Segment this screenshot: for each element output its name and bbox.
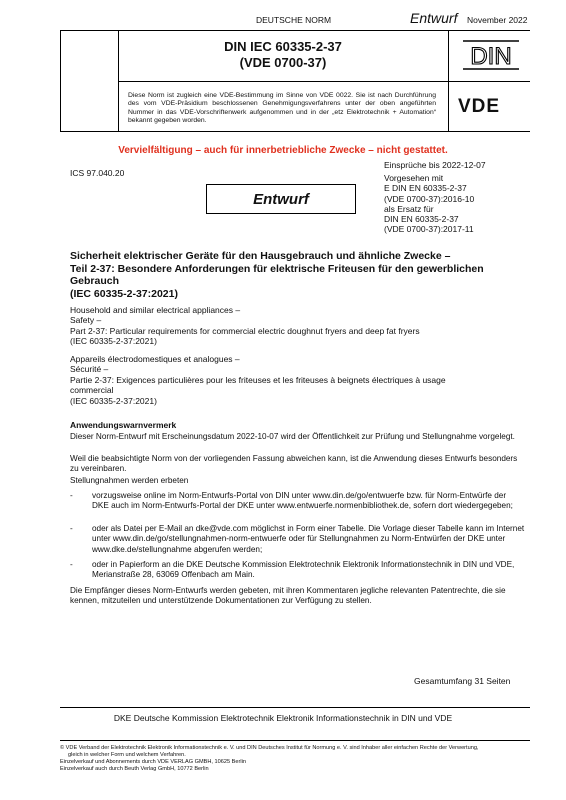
list-item [70, 524, 525, 555]
title-line: Partie 2-37: Exigences particulières pour les friteuses et les friteuses à beignets électriques à usage [70, 374, 446, 385]
vde-logo: VDE [458, 96, 501, 117]
frame-inner-left-line [118, 30, 119, 131]
copyright-line: Einzelverkauf und Abonnements durch VDE VERLAG GMBH, 10625 Berlin [60, 759, 246, 766]
title-line: Safety – [70, 315, 102, 326]
vde-classification: (VDE 0700-37) [239, 55, 327, 70]
title-line: (IEC 60335-2-37:2021) [70, 336, 157, 347]
list-dash: - [70, 524, 73, 533]
warning-paragraph: Dieser Norm-Entwurf mit Erscheinungsdatum 2022-10-07 wird der Öffentlichkeit zur Prüfung und Stellungnahme vorgelegt. [70, 432, 515, 441]
copyright-line: gleich in welcher Form und welchem Verfahren. [68, 752, 186, 759]
document-id [128, 39, 438, 71]
objection-deadline: Einsprüche bis 2022-12-07 [384, 160, 486, 170]
issue-date: November 2022 [467, 15, 528, 25]
title-line: commercial [70, 385, 114, 396]
copyright-line: © VDE Verband der Elektrotechnik Elektronik Informationstechnik e. V. und DIN Deutsches Institut für Normung e. V. sind Inhaber aller einfachen Rechte der Verwertung, [60, 745, 479, 751]
footer-top-line [60, 707, 530, 708]
copyright-line: Einzelverkauf auch durch Beuth Verlag GmbH, 10772 Berlin [60, 766, 209, 773]
din-logo-text: DIN [470, 43, 512, 70]
total-pages: Gesamtumfang 31 Seiten [414, 676, 511, 686]
frame-top-line [60, 30, 530, 31]
norm-label: DEUTSCHE NORM [256, 15, 332, 25]
intended-replacement [384, 173, 474, 235]
title-line: Sicherheit elektrischer Geräte für den Hausgebrauch und ähnliche Zwecke – [70, 250, 451, 262]
intended-line: E DIN EN 60335-2-37 [384, 183, 467, 194]
warning-heading: Anwendungswarnvermerk [70, 420, 177, 430]
title-line: Teil 2-37: Besondere Anforderungen für elektrische Friteusen für den gewerblichen [70, 262, 484, 275]
list-item-text: oder als Datei per E-Mail an dke@vde.com möglichst in Form einer Tabelle. Die Vorlage dieser Tabelle kann im Internet unter www.din.de/go/stellungnahmen-norm-entwuerfe oder für Stellungnahmen zu Norm-Entwürfen der DKE unter www.dke.de/stellungnahme abgerufen werden; [92, 524, 525, 554]
intended-line: Vorgesehen mit [384, 173, 444, 183]
document-number: DIN IEC 60335-2-37 [224, 39, 342, 54]
draft-stamp: Entwurf [206, 184, 356, 214]
list-item [70, 560, 525, 581]
list-dash: - [70, 491, 73, 500]
patent-notice: Die Empfänger dieses Norm-Entwurfs werden gebeten, mit ihren Kommentaren jegliche relevanten Patentrechte, die sie kennen, mitzuteilen und unterstützende Dokumentationen zur Verfügung zu stellen. [70, 586, 506, 606]
intended-line: als Ersatz für [384, 203, 434, 214]
title-line: (IEC 60335-2-37:2021) [70, 287, 178, 300]
list-dash: - [70, 560, 73, 569]
list-item-text: vorzugsweise online im Norm-Entwurfs-Portal von DIN unter www.din.de/go/entwuerfe bzw. für Norm-Entwürfe der DKE auch im Norm-Entwurfs-Portal der DKE unter www.entwuerfe.normenbibliothek.de, sofern dort wiedergegeben; [92, 491, 513, 511]
frame-bottom-line [60, 131, 530, 132]
intended-line: (VDE 0700-37):2016-10 [384, 193, 475, 204]
reproduction-notice: Vervielfältigung – auch für innerbetriebliche Zwecke – nicht gestattet. [118, 145, 448, 156]
comments-requested: Stellungnahmen werden erbeten [70, 476, 189, 485]
list-item-text: oder in Papierform an die DKE Deutsche Kommission Elektrotechnik Elektronik Informationstechnik in DIN und VDE, Merianstraße 28, 63069 Offenbach am Main. [92, 560, 515, 580]
title-line: (IEC 60335-2-37:2021) [70, 395, 157, 406]
title-line: Sécurité – [70, 364, 109, 375]
din-logo [462, 40, 520, 70]
title-line: Household and similar electrical appliances – [70, 305, 241, 315]
title-line: Part 2-37: Particular requirements for commercial electric doughnut fryers and deep fat fryers [70, 325, 420, 336]
dke-line: DKE Deutsche Kommission Elektrotechnik Elektronik Informationstechnik in DIN und VDE [113, 713, 453, 723]
status-label: Entwurf [410, 10, 458, 26]
frame-left-line [60, 30, 61, 131]
title-line: Gebrauch [70, 275, 120, 287]
ics-code: ICS 97.040.20 [70, 168, 125, 178]
copyright-notice [60, 745, 530, 773]
intended-line: (VDE 0700-37):2017-11 [384, 224, 474, 235]
frame-inner-right-line [448, 30, 449, 131]
list-item [70, 491, 525, 512]
vde-note: Diese Norm ist zugleich eine VDE-Bestimmung im Sinne von VDE 0022. Sie ist nach Durchführung des vom VDE-Präsidium beschlossenen Genehmigungsverfahrens unter der oben angeführten Nummer in das VDE-Vorschriftenwerk aufgenommen und in der „etz Elektrotechnik + Automation“ bekannt gegeben worden. [128, 92, 436, 124]
title-line: Appareils électrodomestiques et analogues – [70, 354, 240, 364]
title-english [70, 305, 530, 347]
warning-paragraph: Weil die beabsichtigte Norm von der vorliegenden Fassung abweichen kann, ist die Anwendung dieses Entwurfs besonders zu vereinbaren. [70, 454, 518, 474]
title-german [70, 250, 530, 300]
footer-bottom-line [60, 740, 530, 741]
frame-middle-line [118, 81, 530, 82]
intended-line: DIN EN 60335-2-37 [384, 214, 459, 225]
title-french [70, 354, 530, 406]
